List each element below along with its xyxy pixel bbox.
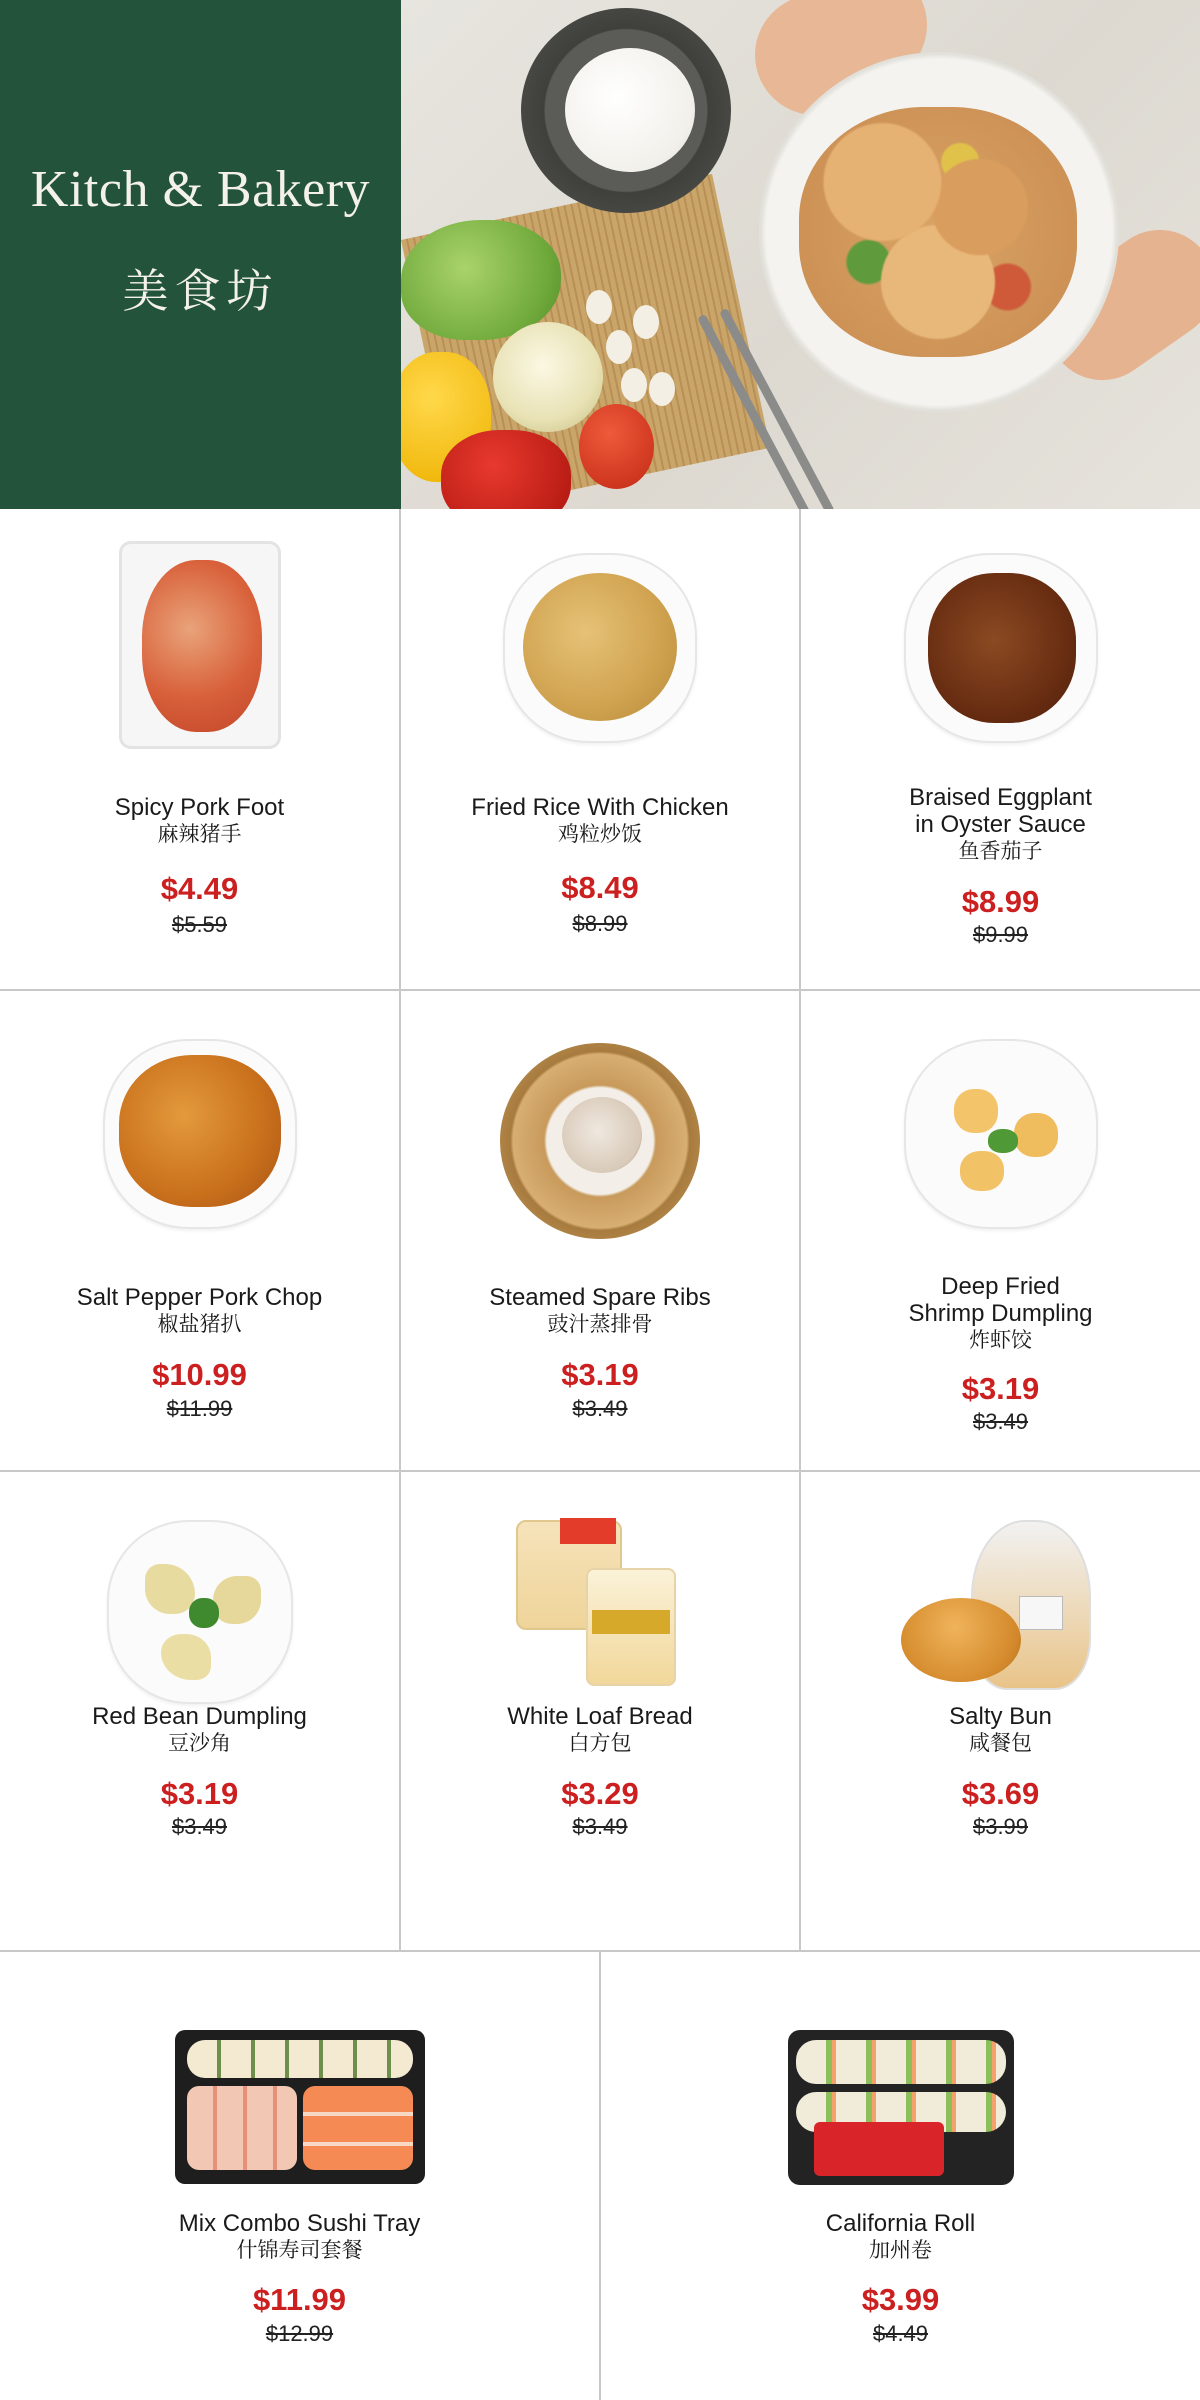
- garnish: [988, 1129, 1018, 1153]
- product-name: [0, 2210, 599, 2263]
- product-card[interactable]: [401, 1472, 799, 1950]
- product-card[interactable]: [801, 991, 1200, 1470]
- product-name-en: Spicy Pork Foot: [114, 794, 285, 821]
- sale-price: $3.19: [961, 1371, 1040, 1406]
- product-name-en: California Roll: [825, 2210, 976, 2237]
- product-name-en: Red Bean Dumpling: [92, 1703, 307, 1730]
- product-image: [175, 2030, 425, 2184]
- red-bean-dumpling-food: [213, 1576, 261, 1624]
- product-card[interactable]: [801, 1472, 1200, 1950]
- california-roll-row: [796, 2040, 1006, 2084]
- product-image: [503, 553, 697, 743]
- product-name-en: Mix Combo Sushi Tray: [178, 2210, 421, 2237]
- product-name-en: Steamed Spare Ribs: [489, 1284, 711, 1311]
- red-pepper: [441, 430, 571, 509]
- original-price: $4.49: [872, 2321, 929, 2346]
- garlic-clove: [606, 330, 632, 364]
- product-name: [801, 784, 1200, 864]
- salmon-nigiri: [303, 2086, 413, 2170]
- original-price: $3.99: [972, 1814, 1029, 1839]
- product-name: [801, 1703, 1200, 1756]
- sushi-roll-row: [187, 2040, 413, 2078]
- salty-bun: [901, 1598, 1021, 1682]
- product-name-zh: 椒盐猪扒: [157, 1312, 242, 1336]
- product-name: [801, 1273, 1200, 1353]
- original-price: $9.99: [972, 922, 1029, 947]
- spicy-pork-foot-food: [142, 560, 262, 732]
- product-image: [904, 1039, 1098, 1229]
- product-name-zh: 炸虾饺: [969, 1328, 1032, 1352]
- rice-bowl: [521, 8, 731, 213]
- sale-price: $10.99: [152, 1357, 247, 1392]
- shrimp-dumpling-food: [960, 1151, 1004, 1191]
- product-name-zh: 鱼香茄子: [958, 839, 1043, 863]
- product-grid: [0, 509, 1200, 2400]
- bread-label: [560, 1518, 616, 1544]
- product-name: [401, 794, 799, 847]
- product-image: [901, 1520, 1101, 1700]
- garlic-clove: [586, 290, 612, 324]
- product-name-zh: 什锦寿司套餐: [236, 2238, 363, 2262]
- pork-chop-food: [119, 1055, 281, 1207]
- product-card[interactable]: [401, 509, 799, 989]
- fried-rice-food: [523, 573, 677, 721]
- product-name-zh: 加州卷: [869, 2238, 932, 2262]
- hero-banner: [0, 0, 1200, 509]
- stir-fry-chicken: [799, 107, 1077, 357]
- soy-sauce-packet: [814, 2122, 944, 2176]
- product-name-en: Fried Rice With Chicken: [471, 794, 729, 821]
- product-image: [904, 553, 1098, 743]
- original-price: $3.49: [171, 1814, 228, 1839]
- product-card[interactable]: [0, 1952, 599, 2400]
- rice: [565, 48, 695, 172]
- sale-price: $8.99: [961, 884, 1040, 919]
- product-image: [500, 1043, 700, 1239]
- original-price: $3.49: [572, 1814, 628, 1839]
- garnish: [189, 1598, 219, 1628]
- sale-price: $3.29: [561, 1776, 639, 1811]
- garlic-clove: [649, 372, 675, 406]
- product-name: [601, 2210, 1200, 2263]
- product-name: [0, 1284, 399, 1337]
- product-name-en: White Loaf Bread: [507, 1703, 693, 1730]
- product-name: [401, 1703, 799, 1756]
- product-name-en: Salt Pepper Pork Chop: [76, 1284, 323, 1311]
- shrimp-dumpling-food: [1014, 1113, 1058, 1157]
- garlic-clove: [633, 305, 659, 339]
- product-image: [119, 541, 281, 749]
- tomato: [579, 404, 654, 489]
- brand-title: Kitch & Bakery: [30, 161, 371, 218]
- brand-subtitle: 美食坊: [122, 264, 279, 318]
- product-name: [401, 1284, 799, 1337]
- onion: [493, 322, 603, 432]
- bread-label: [592, 1610, 670, 1634]
- product-image: [510, 1512, 690, 1692]
- sale-price: $8.49: [561, 870, 639, 905]
- shrimp-dumpling-food: [954, 1089, 998, 1133]
- product-image: [788, 2030, 1014, 2185]
- product-name-zh: 白方包: [568, 1731, 632, 1755]
- garlic-clove: [621, 368, 647, 402]
- sale-price: $3.19: [160, 1776, 239, 1811]
- product-name: [0, 1703, 399, 1756]
- product-name: [0, 794, 399, 847]
- red-bean-dumpling-food: [145, 1564, 195, 1614]
- sale-price: $4.49: [160, 871, 239, 906]
- sale-price: $11.99: [252, 2282, 347, 2317]
- sale-price: $3.19: [561, 1357, 639, 1392]
- original-price: $12.99: [265, 2321, 334, 2346]
- product-card[interactable]: [601, 1952, 1200, 2400]
- product-name-zh: 豉汁蒸排骨: [547, 1312, 653, 1336]
- product-name-en-line2: Shrimp Dumpling: [908, 1300, 1093, 1327]
- chicken-dish-plate: [759, 52, 1119, 412]
- price-sticker: [1019, 1596, 1063, 1630]
- product-card[interactable]: [401, 991, 799, 1470]
- sale-price: $3.69: [961, 1776, 1040, 1811]
- product-card[interactable]: [0, 1472, 399, 1950]
- brand-panel: [0, 0, 401, 509]
- original-price: $5.59: [171, 912, 228, 937]
- hero-food-photo: [401, 0, 1200, 509]
- original-price: $11.99: [166, 1396, 233, 1421]
- product-name-en: Salty Bun: [949, 1703, 1052, 1730]
- original-price: $8.99: [572, 911, 628, 936]
- product-name-zh: 鸡粒炒饭: [558, 822, 642, 846]
- product-name-en-line2: in Oyster Sauce: [915, 811, 1086, 838]
- product-name-zh: 豆沙角: [168, 1731, 231, 1755]
- product-image: [107, 1520, 293, 1704]
- original-price: $3.49: [572, 1396, 628, 1421]
- product-name-zh: 麻辣猪手: [157, 822, 242, 846]
- product-card[interactable]: [0, 509, 399, 989]
- eggplant-food: [928, 573, 1076, 723]
- product-name-en: Braised Eggplant: [909, 784, 1092, 811]
- product-name-en: Deep Fried: [941, 1273, 1060, 1300]
- sale-price: $3.99: [861, 2282, 940, 2317]
- product-card[interactable]: [801, 509, 1200, 989]
- sushi-roll-row: [187, 2086, 297, 2170]
- original-price: $3.49: [972, 1409, 1029, 1434]
- red-bean-dumpling-food: [161, 1634, 211, 1680]
- spare-ribs-food: [562, 1097, 642, 1173]
- product-image: [103, 1039, 297, 1229]
- product-card[interactable]: [0, 991, 399, 1470]
- product-name-zh: 咸餐包: [969, 1731, 1032, 1755]
